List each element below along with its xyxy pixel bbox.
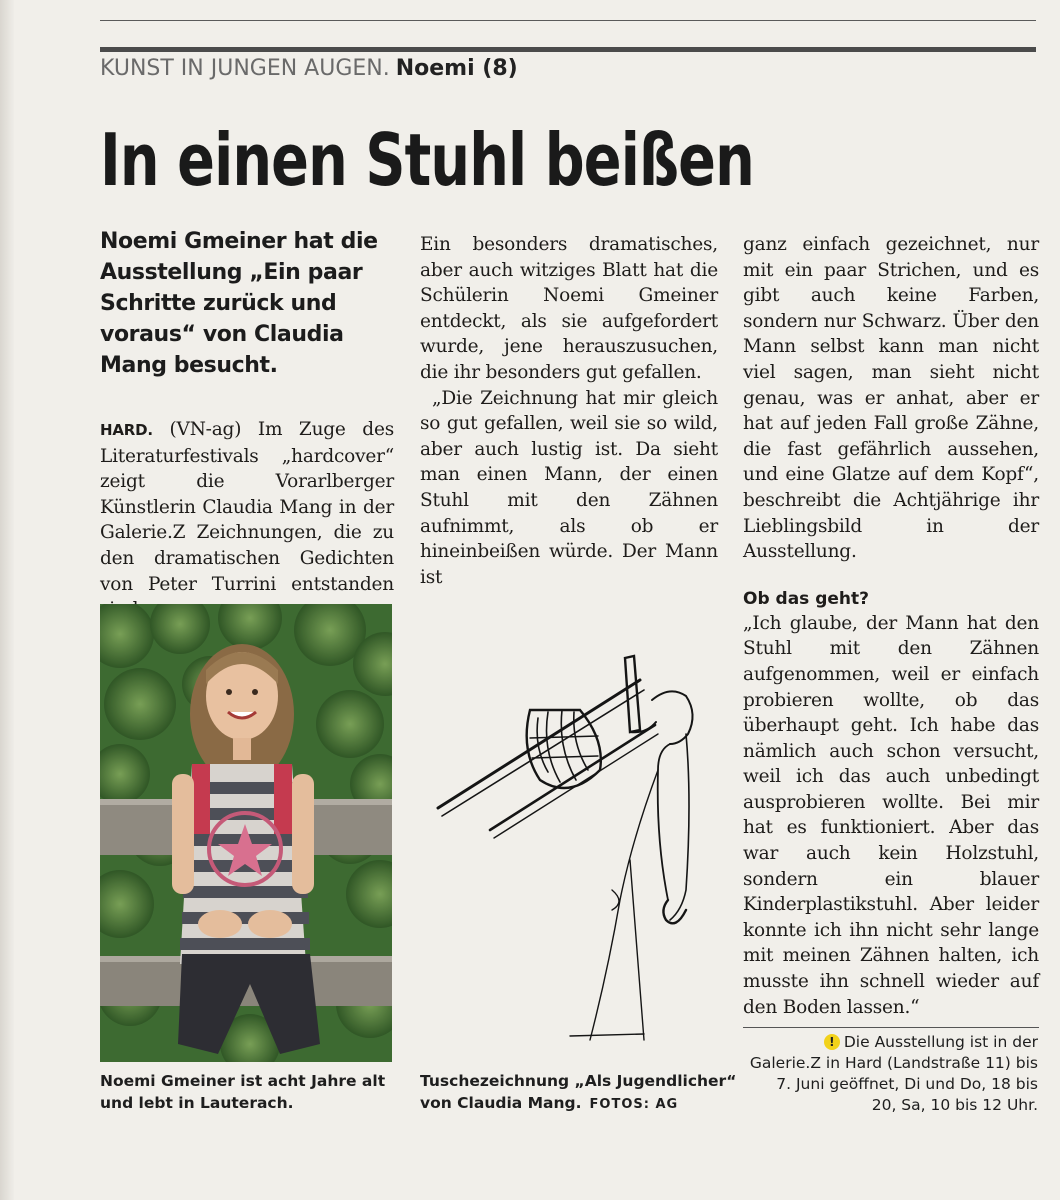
body-col1-text: (VN-ag) Im Zuge des Literaturfestivals „hardcover“ zeigt die Vorarlberger Künstlerin Claudia Mang in der Galerie.Z Zeichnungen, die zu den dramatischen Gedichten von Peter Turrini entstanden <box>100 419 394 595</box>
subheading: Ob das geht? <box>743 588 870 609</box>
exclamation-icon: ! <box>824 1034 840 1050</box>
top-rule-thick <box>100 47 1036 52</box>
kicker-name: Noemi (8) <box>395 56 518 81</box>
body-col3 <box>743 232 1039 565</box>
deck: Noemi Gmeiner hat die Ausstellung „Ein paar Schritte zurück und voraus“ von Claudia Mang besucht. <box>100 229 378 378</box>
dateline: HARD. <box>100 421 153 439</box>
drawing-caption <box>420 1070 740 1116</box>
drawing-caption-text: Tuschezeichnung „Als Jugendlicher“ von Claudia Mang. <box>420 1072 737 1112</box>
body-col3-quote <box>743 611 1039 1021</box>
ink-drawing <box>430 640 730 1050</box>
photo-caption: Noemi Gmeiner ist acht Jahre alt und lebt in Lauterach. <box>100 1072 386 1112</box>
body-col2 <box>420 232 718 590</box>
kicker-series: KUNST IN JUNGEN AUGEN. <box>100 56 390 81</box>
body-col2-p2: „Die Zeichnung hat mir gleich so gut gefallen, weil sie so wild, aber auch lustig ist. Da sieht man einen Mann, der einen Stuhl mit den Zähnen aufnimmt, als ob er hineinbeißen würde. Der Mann ist <box>420 387 718 588</box>
headline: In einen Stuhl beißen <box>100 118 754 202</box>
column-3 <box>743 232 1039 1020</box>
column-2 <box>420 232 718 590</box>
photo-illustration <box>100 604 392 1062</box>
info-text: Die Ausstellung ist in der Galerie.Z in Hard (Landstraße 11) bis 7. Juni geöffnet, Di und Do, 18 bis 20, Sa, 10 bis 12 Uhr. <box>749 1033 1038 1114</box>
body-col3-p2: „Ich glaube, der Mann hat den Stuhl mit den Zähnen aufgenommen, weil er einfach probieren wollte, ob das überhaupt geht. Ich habe das nämlich auch schon versucht, weil ich das auch unbedingt ausprobieren wollte. Bei mir hat es funktioniert. Aber das war auch kein Holzstuhl, sondern ein blauer Kinderplastikstuhl. Aber leider konnte ich ihn nicht sehr lange mit meinen Zähnen halten, ich musste ihn schnell wieder auf den Boden lassen.“ <box>743 612 1039 1018</box>
info-rule <box>743 1027 1039 1028</box>
kicker <box>100 56 518 81</box>
body-col2-p1: Ein besonders dramatisches, aber auch witziges Blatt hat die Schülerin Noemi Gmeiner entdeckt, als sie aufgefordert wurde, jene herauszusuchen, die ihr besonders gut gefallen. <box>420 234 718 383</box>
photo-credit: FOTOS: AG <box>589 1097 679 1112</box>
column-1 <box>100 226 394 623</box>
top-rule-thin <box>100 20 1036 21</box>
body-col3-p1: ganz einfach gezeichnet, nur mit ein paar Strichen, und es gibt auch keine Farben, sondern nur Schwarz. Über den Mann selbst kann man nicht viel sagen, man sieht nicht genau, was er anhat, aber er hat auf jeden Fall große Zähne, die fast gefährlich aussehen, und eine Glatze auf dem Kopf“, beschreibt die Achtjährige ihr Lieblingsbild in der Ausstellung. <box>743 234 1039 563</box>
body-col1 <box>100 417 394 623</box>
info-box <box>748 1032 1038 1116</box>
paper-edge <box>0 0 14 1200</box>
photo-noemi <box>100 604 392 1062</box>
